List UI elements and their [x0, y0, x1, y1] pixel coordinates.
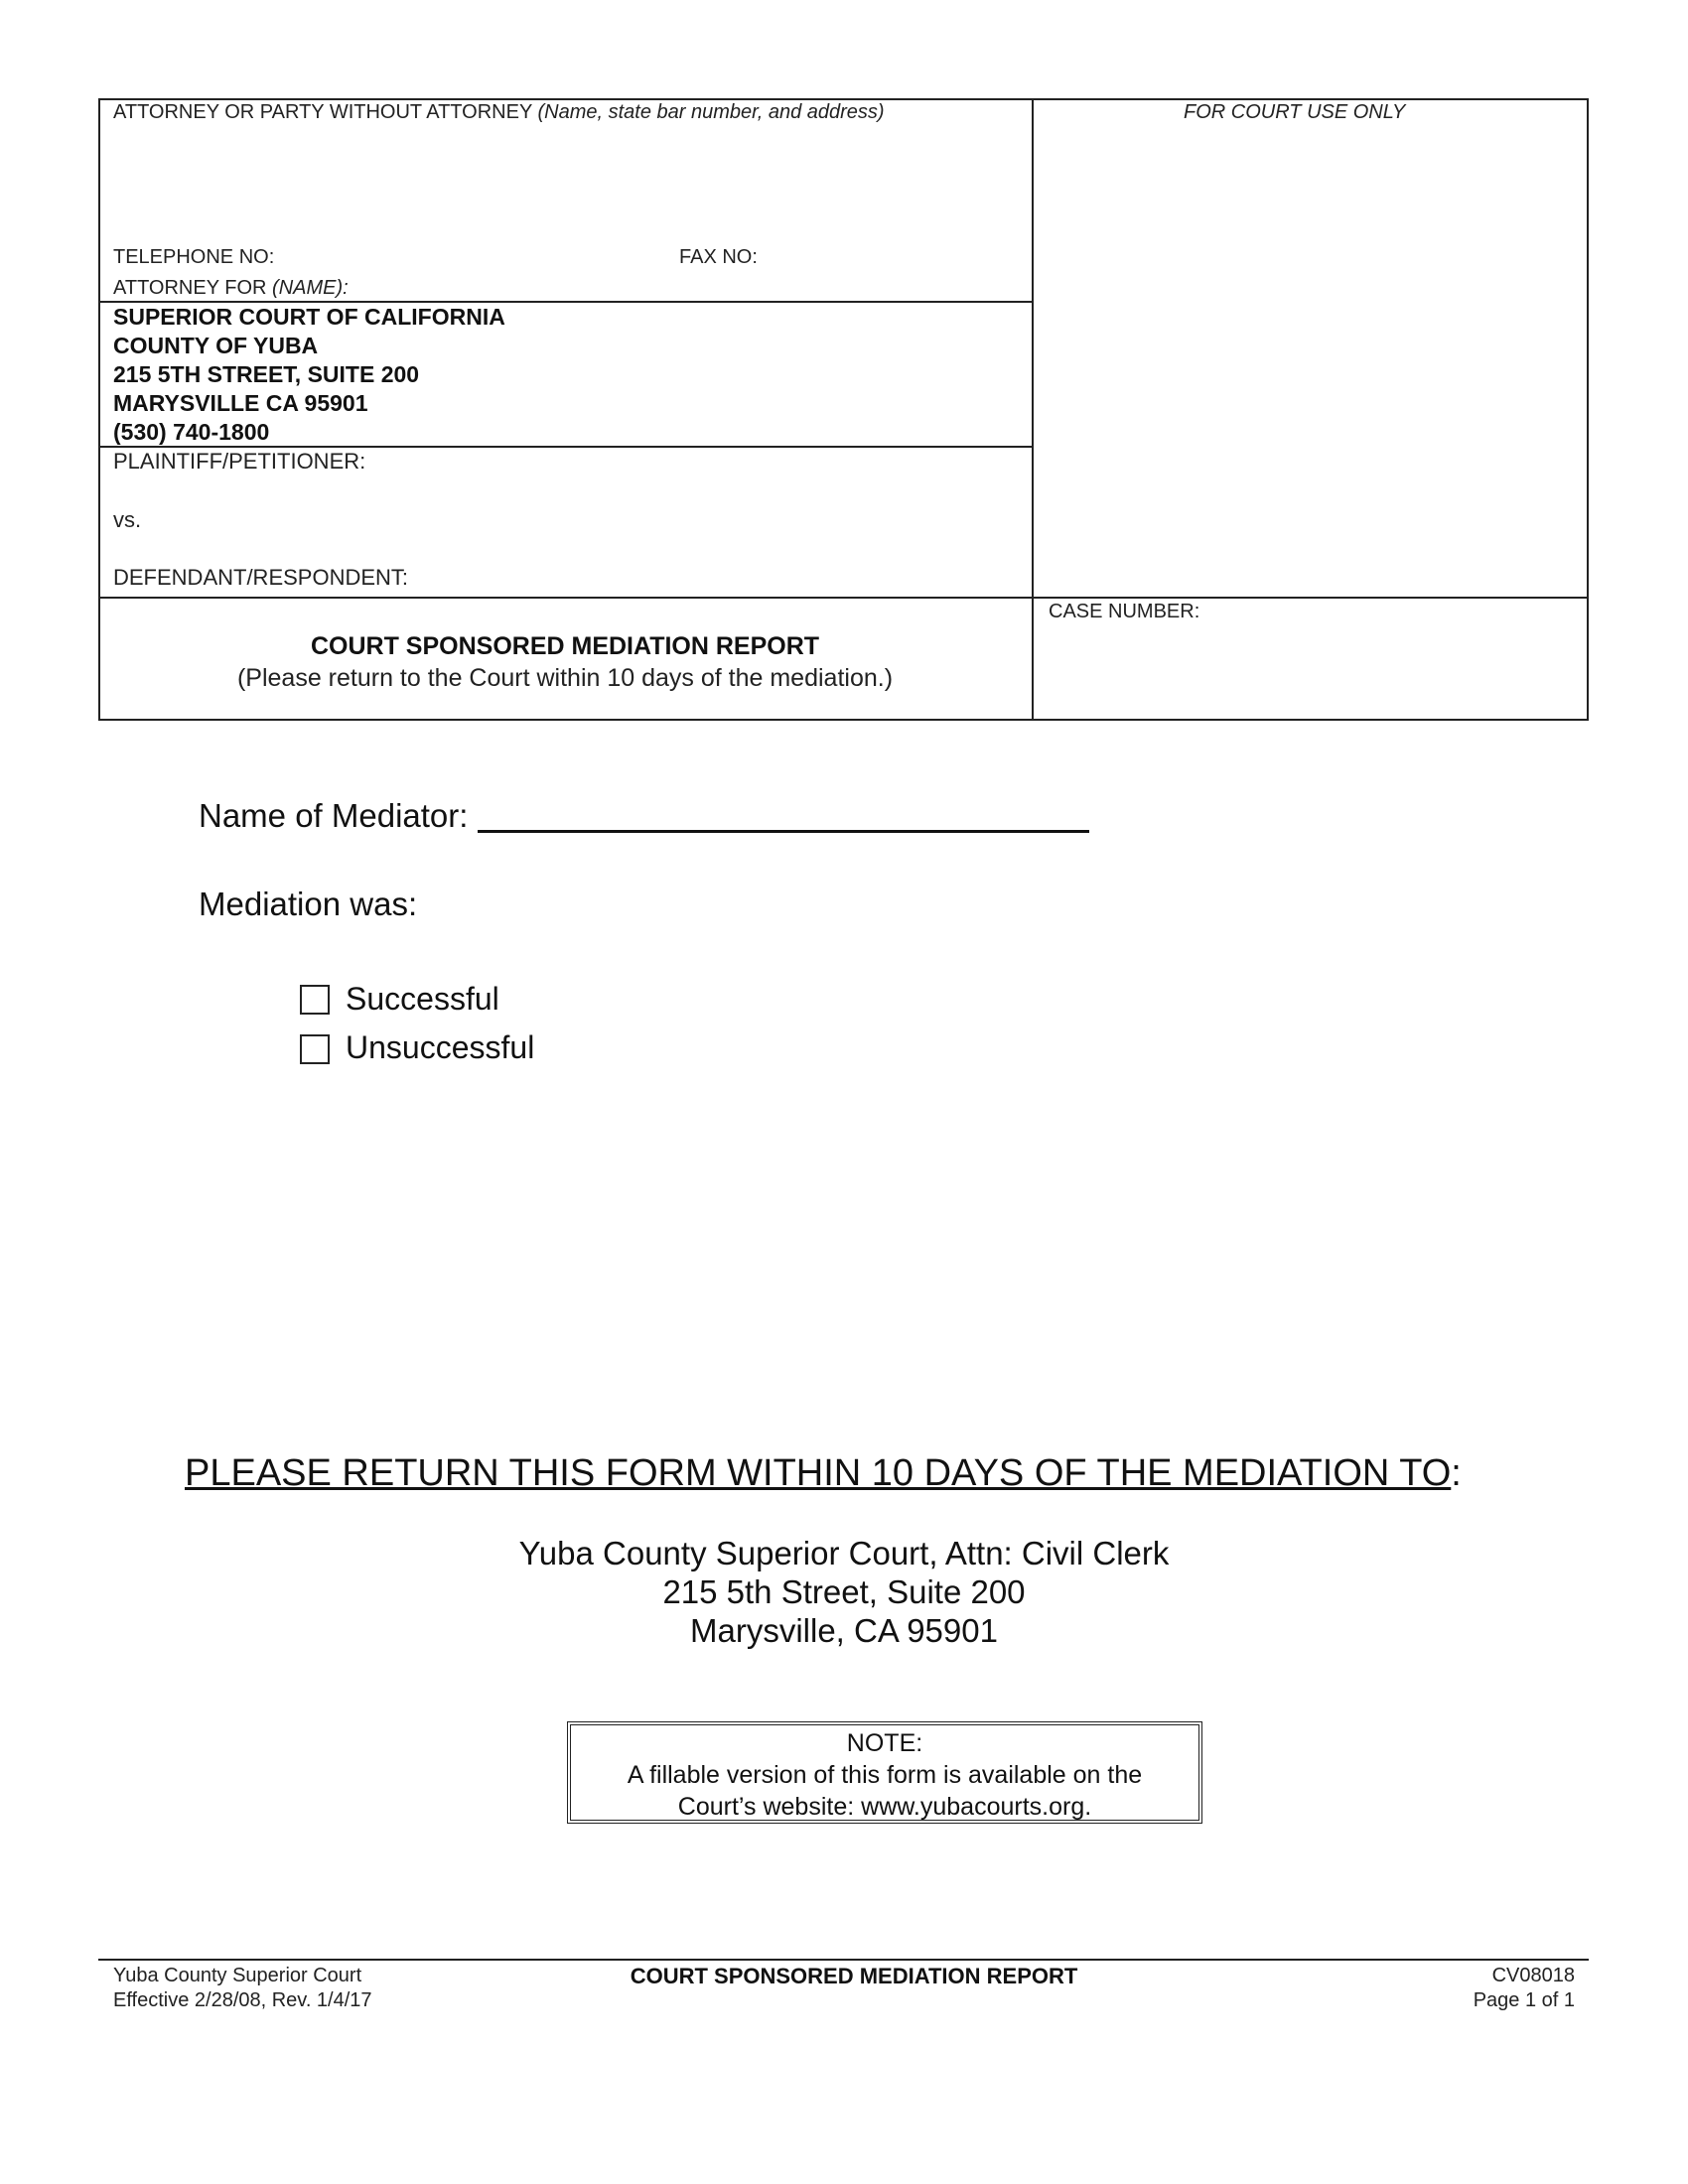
unsuccessful-checkbox[interactable]: [300, 1034, 330, 1064]
successful-label: Successful: [346, 981, 499, 1017]
footer-right: CV08018 Page 1 of 1: [1473, 1965, 1575, 2011]
note-line: Court’s website: www.yubacourts.org.: [677, 1793, 1092, 1821]
plaintiff-label: PLAINTIFF/PETITIONER:: [113, 449, 366, 474]
address-line: Yuba County Superior Court, Attn: Civil Clerk: [518, 1535, 1170, 1571]
form-title: COURT SPONSORED MEDIATION REPORT: [310, 632, 820, 660]
address-line: Marysville, CA 95901: [690, 1612, 998, 1649]
fax-label: FAX NO:: [679, 246, 758, 268]
note-box: [567, 1721, 1202, 1824]
mediator-label: Name of Mediator:: [199, 797, 469, 834]
attorney-label: ATTORNEY OR PARTY WITHOUT ATTORNEY (Name, state bar number, and address): [113, 101, 885, 123]
divider-parties-title: [98, 597, 1589, 599]
note-line: A fillable version of this form is available on the: [627, 1761, 1143, 1789]
court-line: 215 5TH STREET, SUITE 200: [113, 361, 420, 387]
court-line: MARYSVILLE CA 95901: [113, 390, 368, 416]
successful-checkbox[interactable]: [300, 985, 330, 1015]
note-title: NOTE:: [846, 1729, 923, 1757]
mediator-name-field[interactable]: [478, 790, 1089, 833]
return-heading: PLEASE RETURN THIS FORM WITHIN 10 DAYS OF THE MEDIATION TO:: [185, 1452, 1462, 1494]
defendant-label: DEFENDANT/RESPONDENT:: [113, 565, 409, 590]
court-line: SUPERIOR COURT OF CALIFORNIA: [113, 304, 505, 330]
unsuccessful-label: Unsuccessful: [346, 1029, 535, 1065]
vs-label: vs.: [113, 507, 142, 532]
court-use-label: FOR COURT USE ONLY: [1184, 101, 1406, 123]
telephone-label: TELEPHONE NO:: [113, 246, 275, 268]
return-address: [348, 1534, 1340, 1650]
address-line: 215 5th Street, Suite 200: [662, 1573, 1026, 1610]
footer-rule: [98, 1959, 1589, 1961]
footer-title: COURT SPONSORED MEDIATION REPORT: [630, 1964, 1078, 1988]
court-line: (530) 740-1800: [113, 419, 270, 445]
court-info: [113, 303, 505, 447]
attorney-for-label: ATTORNEY FOR (NAME):: [113, 277, 349, 299]
caption-column-divider: [1032, 98, 1034, 721]
footer-left: Yuba County Superior Court Effective 2/28/08, Rev. 1/4/17: [113, 1965, 372, 2011]
court-line: COUNTY OF YUBA: [113, 333, 319, 358]
form-subtitle: (Please return to the Court within 10 days of the mediation.): [236, 664, 894, 692]
case-number-label: CASE NUMBER:: [1049, 601, 1200, 622]
mediation-was-label: Mediation was:: [199, 886, 418, 922]
